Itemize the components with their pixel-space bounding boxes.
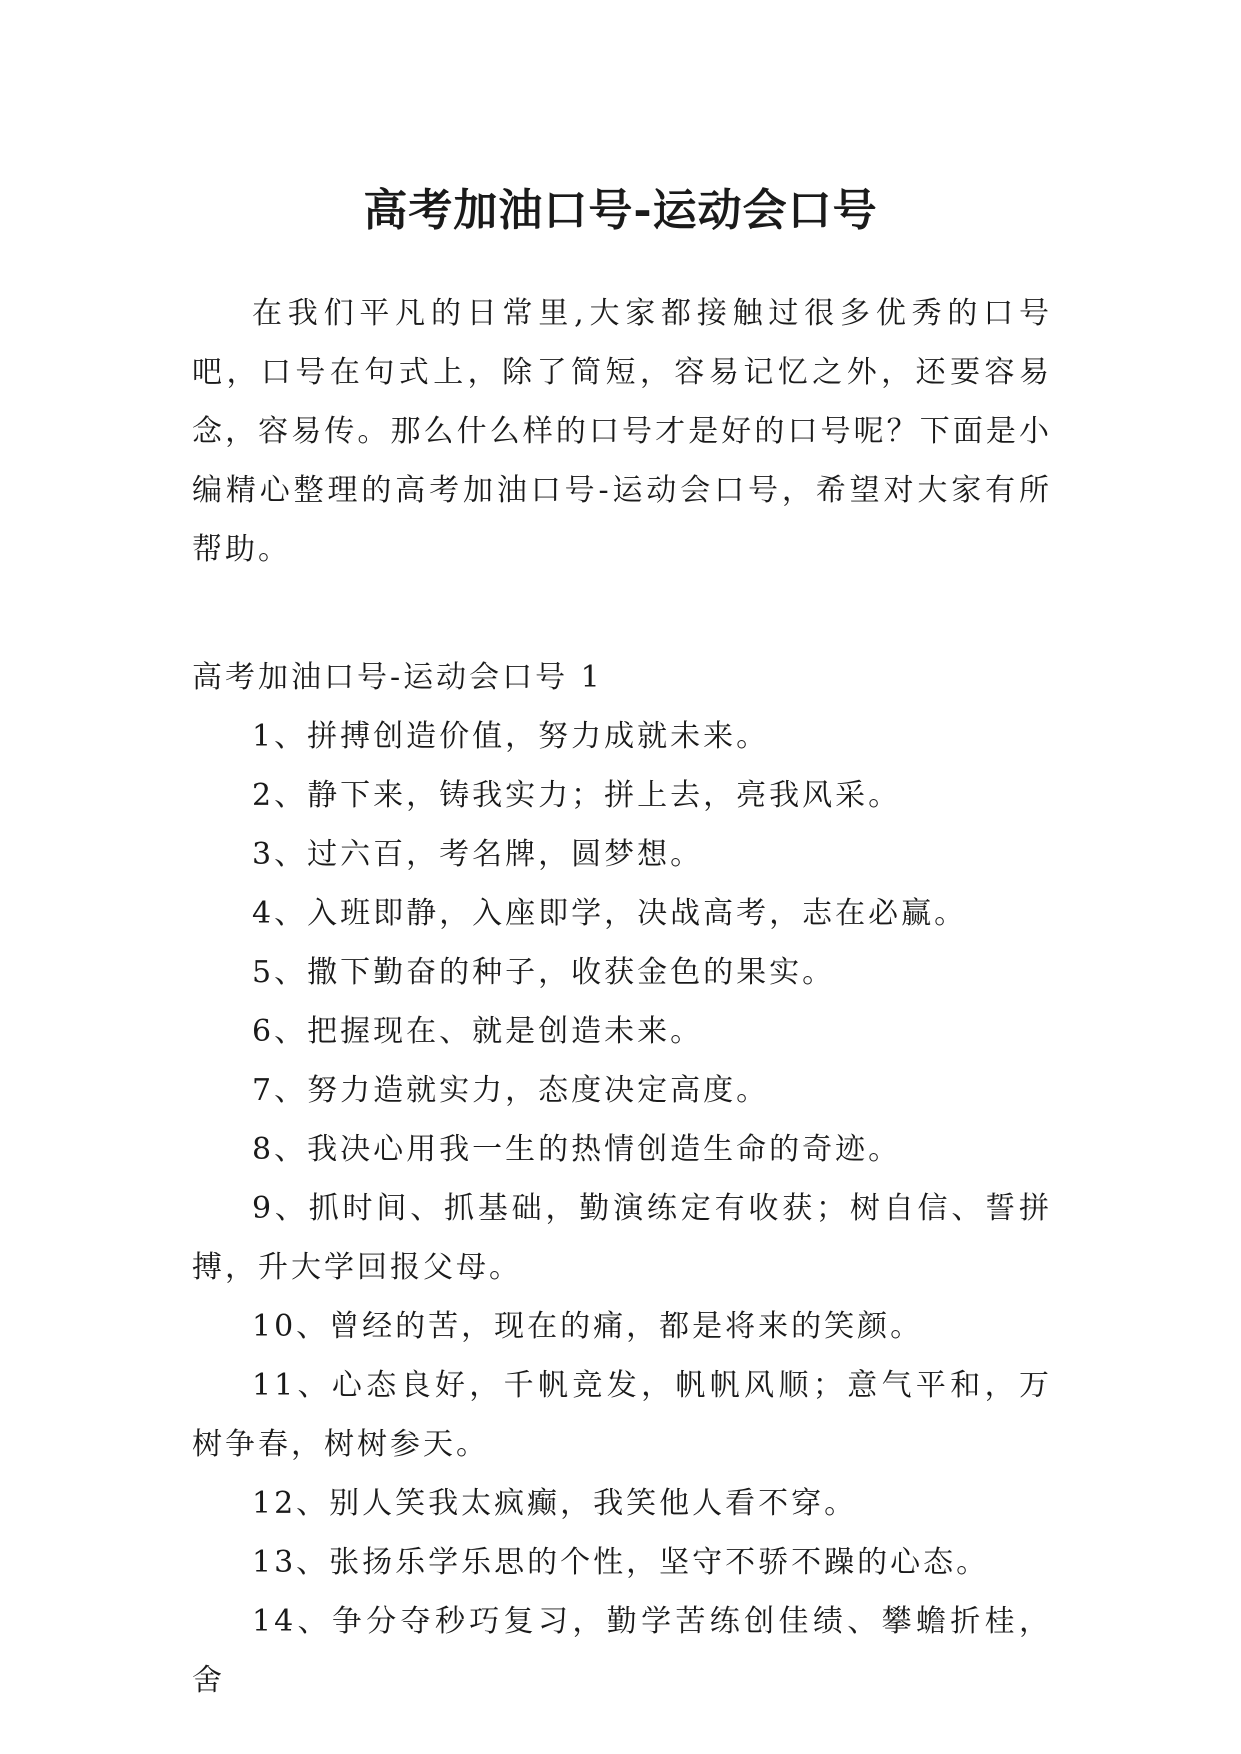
list-item: 2、静下来，铸我实力；拼上去，亮我风采。 <box>252 778 902 813</box>
slogan-list <box>192 707 1052 1710</box>
list-item: 12、别人笑我太疯癫，我笑他人看不穿。 <box>252 1486 858 1521</box>
list-item: 14、争分夺秒巧复习，勤学苦练创佳绩、攀蟾折桂，舍 <box>192 1604 1052 1698</box>
list-item: 5、撒下勤奋的种子，收获金色的果实。 <box>252 955 836 990</box>
list-item: 6、把握现在、就是创造未来。 <box>252 1014 704 1049</box>
list-item: 1、拼搏创造价值，努力成就未来。 <box>252 719 770 754</box>
list-item: 8、我决心用我一生的热情创造生命的奇迹。 <box>252 1132 902 1167</box>
list-item: 3、过六百，考名牌，圆梦想。 <box>252 837 704 872</box>
list-item: 7、努力造就实力，态度决定高度。 <box>252 1073 770 1108</box>
page-title: 高考加油口号-运动会口号 <box>363 185 878 237</box>
list-item: 10、曾经的苦，现在的痛，都是将来的笑颜。 <box>252 1309 924 1344</box>
list-item: 11、心态良好，千帆竞发，帆帆风顺；意气平和，万树争春，树树参天。 <box>192 1368 1052 1462</box>
list-item: 9、抓时间、抓基础，勤演练定有收获；树自信、誓拼搏，升大学回报父母。 <box>192 1191 1052 1285</box>
list-item: 4、入班即静，入座即学，决战高考，志在必赢。 <box>252 896 968 931</box>
document-body <box>192 284 1052 1710</box>
section-heading: 高考加油口号-运动会口号 1 <box>192 660 603 695</box>
intro-paragraph: 在我们平凡的日常里,大家都接触过很多优秀的口号吧，口号在句式上，除了简短，容易记忆之外，还要容易念，容易传。那么什么样的口号才是好的口号呢？下面是小编精心整理的高考加油口号-运动会口号，希望对大家有所帮助。 <box>192 296 1052 567</box>
list-item: 13、张扬乐学乐思的个性，坚守不骄不躁的心态。 <box>252 1545 990 1580</box>
